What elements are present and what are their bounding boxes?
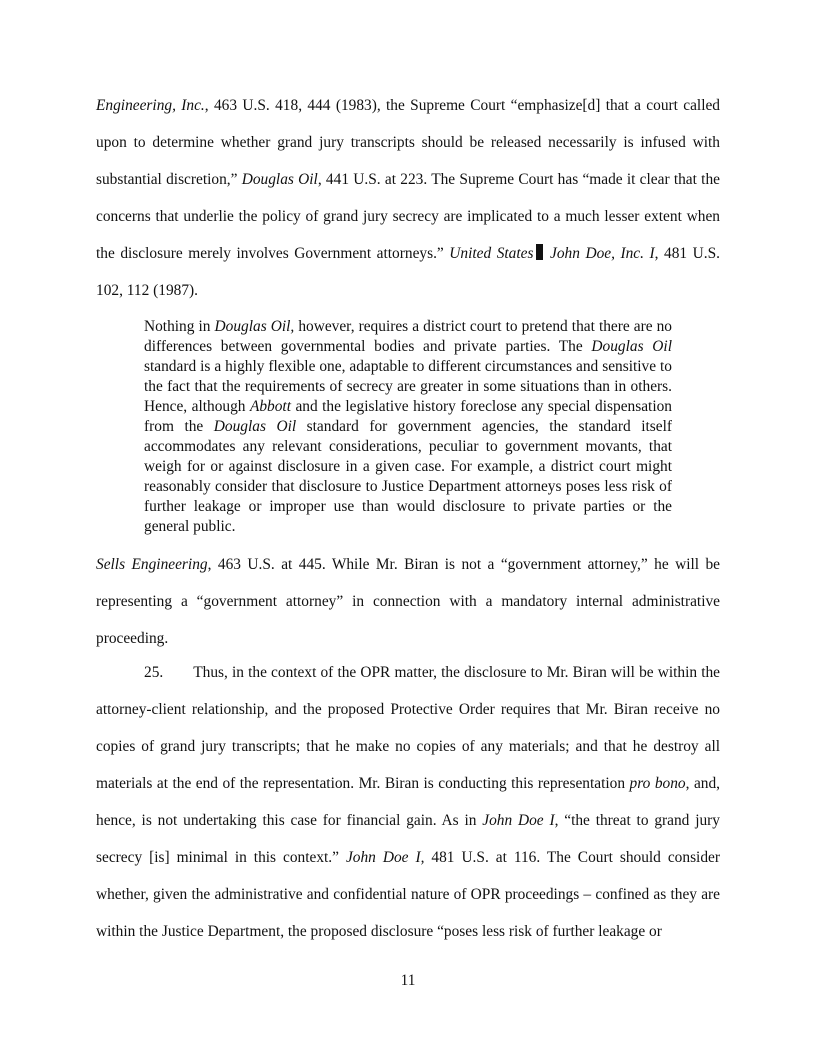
quote-text: Nothing in [144,318,215,335]
block-quote [144,317,672,537]
case-citation: Engineering, Inc. [96,97,205,114]
case-citation: John Doe, Inc. I [550,245,655,262]
paragraph-text: , 463 U.S. 418, 444 (1983), the Supreme Court “emphasize[d] that a court called upon to determine whether grand jury transcripts should be released necessarily is infused with substantial discretion,” [96,97,721,188]
latin-phrase: pro bono [629,775,686,792]
case-citation: Abbott [249,398,291,415]
paragraph-text: , and, hence, is not undertaking this case for financial gain. As in [96,775,721,829]
redaction-mark [536,244,543,260]
paragraph-text: , 481 U.S. 102, 112 (1987). [96,245,721,299]
paragraph-number: 25. [144,664,164,681]
paragraph-text: , “the threat to grand jury secrecy [is] minimal in this context.” [96,812,720,866]
document-page [96,0,720,1056]
case-citation: John Doe I [482,812,555,829]
page-number: 11 [400,972,416,989]
case-citation: Douglas Oil [241,171,318,188]
quote-text: standard for government agencies, the standard itself accommodates any relevant considerations, peculiar to government movants, that weigh for or against disclosure in a given case. For example, a district court might reasonably consider that disclosure to Justice Department attorneys poses less risk of further leakage or improper use than would disclosure to private parties or the general public. [144,418,672,535]
case-citation: John Doe I, [345,849,425,866]
quote-text: however, requires a district court to pretend that there are no differences between governmental bodies and private parties. The [144,318,672,355]
case-citation: United States [449,245,534,262]
quote-text: and the legislative history foreclose any special dispensation from the [144,398,672,435]
case-citation: Douglas Oil [591,338,672,355]
paragraph-text: , 441 U.S. at 223. The Supreme Court has “made it clear that the concerns that underlie the policy of grand jury secrecy are implicated to a much lesser extent when the disclosure merely involves Government attorneys.” [96,171,720,262]
case-citation: Douglas Oil, [214,318,295,335]
quote-text: standard is a highly flexible one, adaptable to different circumstances and sensitive to the fact that the requirements of secrecy are greater in some situations than in others. Hence, although [144,358,672,415]
paragraph-2 [96,546,720,657]
paragraph-25 [96,654,720,950]
paragraph-text: , 463 U.S. at 445. While Mr. Biran is not a “government attorney,” he will be representing a “government attorney” in connection with a mandatory internal administrative proceeding. [96,556,721,647]
paragraph-1 [96,87,720,309]
paragraph-text: 481 U.S. at 116. The Court should consider whether, given the administrative and confidential nature of OPR proceedings – confined as they are within the Justice Department, the proposed disclosure “poses less risk of further leakage or [96,849,720,940]
paragraph-text: Thus, in the context of the OPR matter, the disclosure to Mr. Biran will be within the attorney-client relationship, and the proposed Protective Order requires that Mr. Biran receive no copies of grand jury transcripts; that he make no copies of any materials; and that he destroy all materials at the end of the representation. Mr. Biran is conducting this representation [96,664,720,792]
case-citation: Douglas Oil [213,418,297,435]
case-citation: Sells Engineering [96,556,208,573]
